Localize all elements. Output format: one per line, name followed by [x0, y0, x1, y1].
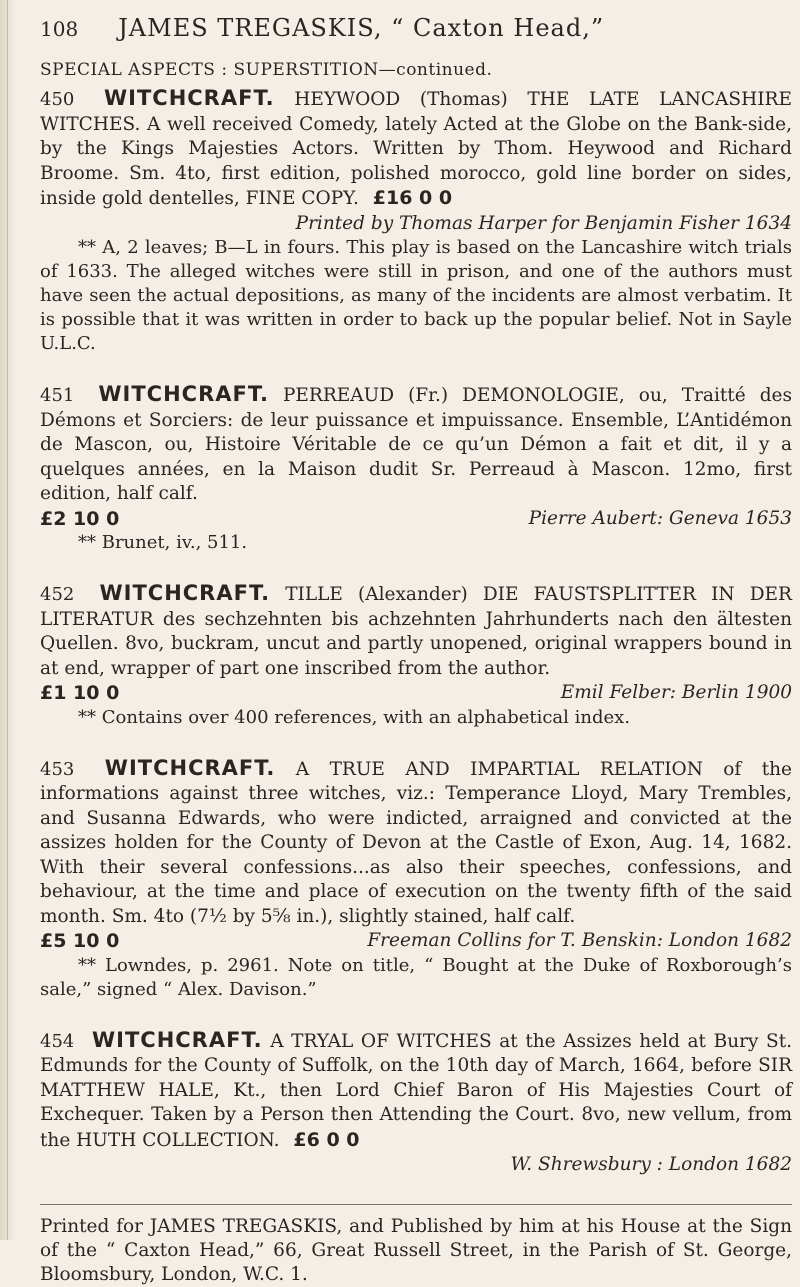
- entry-imprint: W. Shrewsbury : London 1682: [510, 1154, 792, 1175]
- gutter-line: [7, 0, 8, 1240]
- catalogue-entry-453: [40, 756, 792, 1002]
- catalogue-entry-454: [40, 1028, 792, 1178]
- entry-imprint: Pierre Aubert: Geneva 1653: [528, 507, 792, 529]
- entry-price: £16 0 0: [372, 187, 453, 209]
- imprint-row: [40, 507, 792, 532]
- lot-number: 454: [40, 1030, 75, 1052]
- page-number: 108: [40, 17, 79, 41]
- entry-price: £6 0 0: [293, 1128, 360, 1151]
- entry-body: [40, 382, 792, 507]
- entry-price: £2 10 0: [40, 507, 120, 530]
- page-gutter: [0, 0, 14, 1240]
- entry-heading: WITCHCRAFT.: [99, 581, 271, 605]
- entry-description: HEYWOOD (Thomas) THE LATE LANCASHIRE WITCHES. A well received Comedy, lately Acted at the Globe on the Bank-side, by the Kings Majesties Actors. Written by Thom. Heywood and Richard Broome. Sm. 4to, first edition, polished morocco, gold line border on sides, inside gold dentelles, FINE COPY.: [40, 89, 792, 209]
- running-head: [40, 14, 792, 52]
- entry-note: ** Brunet, iv., 511.: [78, 532, 248, 553]
- catalogue-entry-450: [40, 86, 792, 356]
- lot-number: 452: [40, 584, 75, 605]
- entry-heading: WITCHCRAFT.: [91, 1027, 263, 1052]
- imprint-row: [40, 681, 792, 706]
- section-heading: SPECIAL ASPECTS : SUPERSTITION—continued.: [40, 60, 493, 80]
- entry-imprint: Printed by Thomas Harper for Benjamin Fisher 1634: [295, 212, 792, 234]
- entry-heading: WITCHCRAFT.: [104, 755, 276, 780]
- imprint-row: [40, 929, 792, 954]
- entry-imprint: Emil Felber: Berlin 1900: [560, 682, 792, 703]
- imprint-row: [40, 212, 792, 237]
- entry-description: A TRUE AND IMPARTIAL RELATION of the informations against three witches, viz.: Temperance Lloyd, Mary Trembles, and Susanna Edwards, who were indicted, arraigned and convicted at the assizes holden for the County of Devon at the Castle of Exon, Aug. 14, 1682. With their several confessions...as also their speeches, confessions, and behaviour, at the time and place of execution on the twenty fifth of the said month. Sm. 4to (7½ by 5⅝ in.), slightly stained, half calf.: [40, 758, 792, 927]
- entry-note: ** Lowndes, p. 2961. Note on title, “ Bought at the Duke of Roxborough’s sale,” signed “ Alex. Davison.”: [40, 954, 792, 1000]
- entry-note: ** Contains over 400 references, with an alphabetical index.: [78, 706, 631, 728]
- catalogue-entry-451: [40, 382, 792, 555]
- entry-heading: WITCHCRAFT.: [103, 86, 275, 110]
- entry-body: [40, 1028, 792, 1154]
- entry-description: PERREAUD (Fr.) DEMONOLOGIE, ou, Traitté des Démons et Sorciers: de leur puissance et impuissance. Ensemble, L’Antidémon de Mascon, ou, Histoire Véritable de ce qu’un Démon a fait et dit, il y a quelques années, en la Maison dudit Sr. Perreaud à Mascon. 12mo, first edition, half calf.: [40, 385, 792, 504]
- lot-number: 451: [40, 385, 75, 406]
- entry-description: A TRYAL OF WITCHES at the Assizes held at Bury St. Edmunds for the County of Suffolk, on the 10th day of March, 1664, before SIR MATTHEW HALE, Kt., then Lord Chief Baron of His Majesties Court of Exchequer. Taken by a Person then Attending the Court. 8vo, new vellum, from the HUTH COLLECTION.: [40, 1030, 793, 1151]
- entry-heading: WITCHCRAFT.: [98, 382, 269, 406]
- entry-imprint: Freeman Collins for T. Benskin: London 1682: [367, 930, 792, 951]
- entry-price: £5 10 0: [40, 930, 120, 952]
- lot-number: 453: [40, 758, 75, 780]
- entry-body: [40, 581, 792, 681]
- lot-number: 450: [40, 89, 75, 110]
- catalogue-page: [40, 14, 792, 1287]
- entry-price: £1 10 0: [40, 682, 120, 704]
- entry-body: [40, 86, 792, 212]
- entry-description: TILLE (Alexander) DIE FAUSTSPLITTER IN DER LITERATUR des sechzehnten bis achzehnten Jahrhunderts nach den ältesten Quellen. 8vo, buckram, uncut and partly unopened, original wrappers bound in at end, wrapper of part one inscribed from the author.: [40, 584, 792, 679]
- footer-rule: [40, 1204, 792, 1205]
- publisher-footer: Printed for JAMES TREGASKIS, and Published by him at his House at the Sign of the “ Caxton Head,” 66, Great Russell Street, in the Parish of St. George, Bloomsbury, London, W.C. 1.: [40, 1215, 792, 1285]
- running-title: JAMES TREGASKIS, “ Caxton Head,”: [118, 14, 605, 42]
- entry-body: [40, 756, 792, 930]
- catalogue-entry-452: [40, 581, 792, 730]
- imprint-row: [40, 1153, 792, 1178]
- entry-note: ** A, 2 leaves; B—L in fours. This play is based on the Lancashire witch trials of 1633. The alleged witches were still in prison, and one of the authors must have seen the actual depositions, as many of the incidents are almost verbatim. It is possible that it was written in order to back up the popular belief. Not in Sayle U.L.C.: [40, 237, 792, 354]
